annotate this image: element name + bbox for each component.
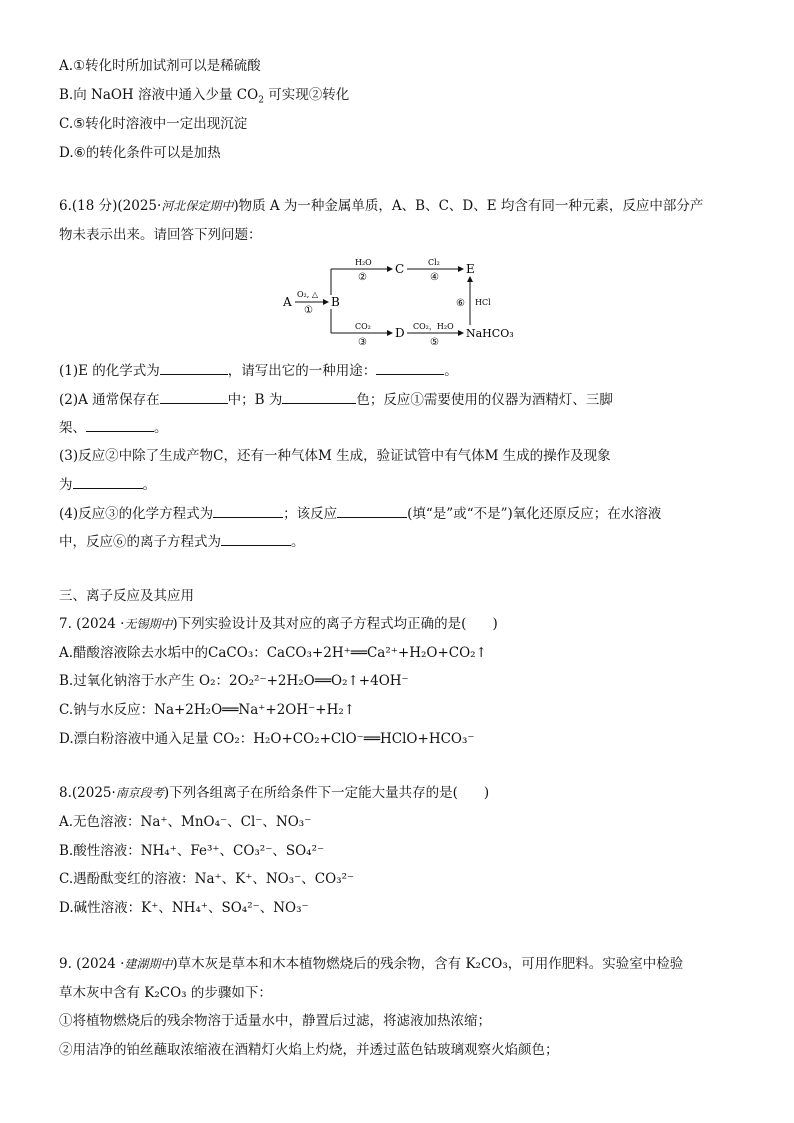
q6-part1 [59, 362, 458, 380]
section-title: 三、离子反应及其应用 [59, 588, 194, 604]
q5-option-a: A.①转化时所加试剂可以是稀硫酸 [59, 58, 261, 74]
r1-condition: O₂, △ [297, 290, 319, 299]
q5-option-b-tail: 可实现②转化 [263, 87, 350, 103]
r6-condition: HCl [475, 298, 491, 307]
q6-part2-blank1[interactable] [160, 391, 228, 404]
q7-option-b: B.过氧化钠溶于水产生 O₂：2O₂²⁻+2H₂O══O₂↑+4OH⁻ [59, 673, 409, 689]
q8-header [59, 784, 489, 802]
q6-part2-end: 。 [154, 420, 168, 436]
q5-option-b: B.向 NaOH 溶液中通入少量 $CO_2$ 可实现②转化 [59, 87, 350, 106]
q8-number: 8.(2025· [59, 785, 116, 801]
q6-part3-blank[interactable] [73, 476, 143, 489]
r4-condition: Cl₂ [428, 258, 440, 267]
q6-part2-blank2[interactable] [282, 391, 356, 404]
r6-number: ⑥ [456, 298, 465, 309]
q7-option-a: A.醋酸溶液除去水垢中的CaCO₃：CaCO₃+2H⁺══Ca²⁺+H₂O+CO₂↑ [59, 645, 487, 661]
q6-part4-text3: (填“是”或“不是”)氧化还原反应；在水溶液 [407, 506, 662, 522]
q6-part3: (3)反应②中除了生成产物C，还有一种气体M 生成，验证试管中有气体M 生成的操作及现象 [59, 448, 611, 464]
node-a: A [283, 295, 292, 309]
q6-part4-end: 。 [291, 534, 305, 550]
q9-stem: )草木灰是草本和木本植物燃烧后的残余物，含有 K₂CO₃，可用作肥料。实验室中检验 [172, 956, 684, 972]
r5-condition: CO₂，H₂O [413, 322, 454, 331]
q7-paren-end: ) [492, 616, 498, 632]
q6-part1-end: 。 [444, 363, 458, 379]
q6-part4 [59, 505, 661, 523]
node-nahco3: NaHCO₃ [466, 327, 514, 340]
q6-number: 6.(18 分)(2025· [59, 198, 162, 214]
q6-part2-cont [59, 419, 168, 437]
q6-stem: )物质 A 为一种金属单质，A、B、C、D、E 均含有同一种元素，反应中部分产 [233, 198, 704, 214]
q6-part1-text2: ，请写出它的一种用途： [227, 363, 377, 379]
node-d: D [395, 326, 405, 340]
q7-option-c: C.钠与水反应：Na+2H₂O══Na⁺+2OH⁻+H₂↑ [59, 702, 356, 718]
q9-source: 建湖期中 [124, 957, 173, 971]
q8-stem: )下列各组离子在所给条件下一定能大量共存的是( [163, 785, 458, 801]
node-c: C [395, 262, 405, 276]
q5-option-c: C.⑤转化时溶液中一定出现沉淀 [59, 116, 248, 132]
q9-header-line2: 草木灰中含有 K₂CO₃ 的步骤如下： [59, 985, 272, 1001]
node-e: E [466, 262, 475, 276]
q6-part4-text4: 中，反应⑥的离子方程式为 [59, 534, 221, 550]
q6-part4-cont [59, 533, 305, 551]
q6-part4-blank2[interactable] [337, 505, 407, 518]
q9-header [59, 955, 683, 973]
q8-option-d: D.碱性溶液：K⁺、NH₄⁺、SO₄²⁻、NO₃⁻ [59, 900, 309, 916]
q6-part2 [59, 391, 613, 409]
q8-source: 南京段考 [115, 786, 164, 800]
q6-part4-blank3[interactable] [221, 533, 291, 546]
q6-source: 河北保定期中 [161, 199, 234, 213]
q6-part1-text: (1)E 的化学式为 [59, 363, 160, 379]
q6-part4-text2: ；该反应 [283, 506, 338, 522]
q8-option-a: A.无色溶液：Na⁺、MnO₄⁻、Cl⁻、NO₃⁻ [59, 814, 312, 830]
q6-part4-blank1[interactable] [213, 505, 283, 518]
node-b: B [331, 295, 340, 309]
q6-part2-blank3[interactable] [86, 419, 154, 432]
q7-source: 无锡期中 [124, 617, 173, 631]
q5-option-b-text: B.向 NaOH 溶液中通入少量 CO [59, 87, 259, 103]
q6-part2-text2: 中；B 为 [227, 392, 283, 408]
q8-paren-end: ) [483, 785, 490, 801]
q7-number: 7. (2024 · [59, 616, 125, 632]
r5-number: ⑤ [430, 337, 439, 348]
q6-header-line2: 物未表示出来。请回答下列问题： [59, 227, 262, 243]
r1-number: ① [304, 305, 313, 316]
q6-part1-blank2[interactable] [376, 362, 444, 375]
q5-option-d: D.⑥的转化条件可以是加热 [59, 145, 221, 161]
r2-number: ② [358, 272, 367, 283]
r2-condition: H₂O [355, 258, 372, 267]
reaction-diagram [280, 255, 520, 350]
q6-part4-text: (4)反应③的化学方程式为 [59, 506, 214, 522]
r3-number: ③ [358, 337, 367, 348]
q8-option-b: B.酸性溶液：NH₄⁺、Fe³⁺、CO₃²⁻、SO₄²⁻ [59, 843, 325, 859]
q7-option-d: D.漂白粉溶液中通入足量 CO₂：H₂O+CO₂+ClO⁻══HClO+HCO₃⁻ [59, 731, 475, 747]
q7-stem: )下列实验设计及其对应的离子方程式均正确的是( [172, 616, 467, 632]
q6-header [59, 197, 703, 215]
q7-header [59, 615, 498, 633]
q6-part2-text4: 架、 [59, 420, 86, 436]
q9-step1: ①将植物燃烧后的残余物溶于适量水中，静置后过滤，将滤液加热浓缩； [59, 1013, 491, 1029]
q6-part2-text: (2)A 通常保存在 [59, 392, 160, 408]
q8-option-c: C.遇酚酞变红的溶液：Na⁺、K⁺、NO₃⁻、CO₃²⁻ [59, 871, 355, 887]
q6-part1-blank1[interactable] [160, 362, 228, 375]
r3-condition: CO₂ [355, 322, 371, 331]
q6-part3-end: 。 [142, 477, 156, 493]
q6-part3-cont [59, 476, 156, 494]
q6-part2-text3: 色；反应①需要使用的仪器为酒精灯、三脚 [356, 392, 613, 408]
r4-number: ④ [430, 272, 439, 283]
q9-number: 9. (2024 · [59, 956, 125, 972]
q9-step2: ②用洁净的铂丝蘸取浓缩液在酒精灯火焰上灼烧，并透过蓝色钴玻璃观察火焰颜色； [59, 1042, 559, 1058]
q6-part3-text2: 为 [59, 477, 73, 493]
